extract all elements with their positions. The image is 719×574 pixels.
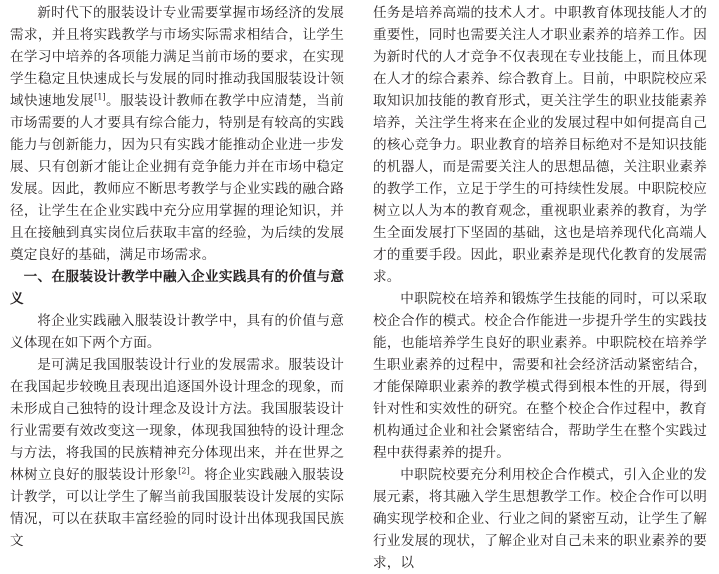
paragraph-text: 是可满足我国服装设计行业的发展需求。服装设计在我国起步较晚且表现出追逐国外设计理念的现象，而未形成自己独特的设计理念及设计方法。我国服装设计行业需要有效改变这一现象，体现我国独特的设计理念与方法，将我国的民族精神充分体现出来，并在世界之林树立良好的服装设计形象 [10,357,344,483]
section-heading: 一、在服装设计教学中融入企业实践具有的价值与意义 [10,269,344,307]
body-paragraph [10,2,344,266]
body-paragraph [10,354,344,552]
paragraph-text: 。将企业实践融入服装设计教学，可以让学生了解当前我国服装设计发展的实际情况，可以在获取丰富经验的同时设计出体现我国民族文 [10,467,344,549]
body-paragraph: 将企业实践融入服装设计教学中，具有的价值与意义体现在如下两个方面。 [10,313,344,351]
body-paragraph: 中职院校要充分利用校企合作模式，引入企业的发展元素，将其融入学生思想教学工作。校企合作可以明确实现学校和企业、行业之间的紧密互动，让学生了解行业发展的现状，了解企业对自己未来的职业素养的要求，以 [373,467,707,571]
citation-ref: [1] [94,92,106,102]
paragraph-text: 。服装设计教师在教学中应清楚，当前市场需要的人才要具有综合能力，特别是有较高的实践能力与创新能力，因为只有实践才能推动企业进一步发展、只有创新才能让企业拥有竞争能力并在市场中稳定发展。因此，教师应不断思考教学与企业实践的融合路径，让学生在企业实践中充分应用掌握的理论知识，并且在接触到真实岗位后获取丰富的经验，为后续的发展奠定良好的基础，满足市场需求。 [10,93,344,263]
paragraph-text: 新时代下的服装设计专业需要掌握市场经济的发展需求，并且将实践教学与市场实际需求相结合，让学生在学习中培养的各项能力满足当前市场的要求，在实现学生稳定且快速成长与发展的同时推动我国服装设计领域快速地发展 [10,5,344,109]
right-column [373,2,707,574]
left-column [10,2,344,552]
citation-ref: [2] [178,466,190,476]
body-paragraph: 任务是培养高端的技术人才。中职教育体现技能人才的重要性，同时也需要关注人才职业素养的培养工作。因为新时代的人才竞争不仅表现在专业技能上，而且体现在人才的综合素养、综合教育上。目前，中职院校应采取知识加技能的教育形式，更关注学生的职业技能素养培养，关注学生将来在企业的发展过程中如何提高自己的核心竞争力。职业教育的培养目标绝对不是知识技能的机器人，而是需要关注人的思想品德，关注职业素养的教学工作，立足于学生的可持续性发展。中职院校应树立以人为本的教育观念，重视职业素养的教育，为学生全面发展打下坚固的基础，这也是培养现代化高端人才的重要手段。因此，职业素养是现代化教育的发展需求。 [373,5,707,285]
body-paragraph: 中职院校在培养和锻炼学生技能的同时，可以采取校企合作的模式。校企合作能进一步提升学生的实践技能，也能培养学生良好的职业素养。中职院校在培养学生职业素养的过程中，需要和社会经济活动紧密结合，才能保障职业素养的教学模式得到根本性的开展，得到针对性和实效性的研究。在整个校企合作过程中，教育机构通过企业和社会紧密结合，帮助学生在整个实践过程中获得素养的提升。 [373,291,707,461]
